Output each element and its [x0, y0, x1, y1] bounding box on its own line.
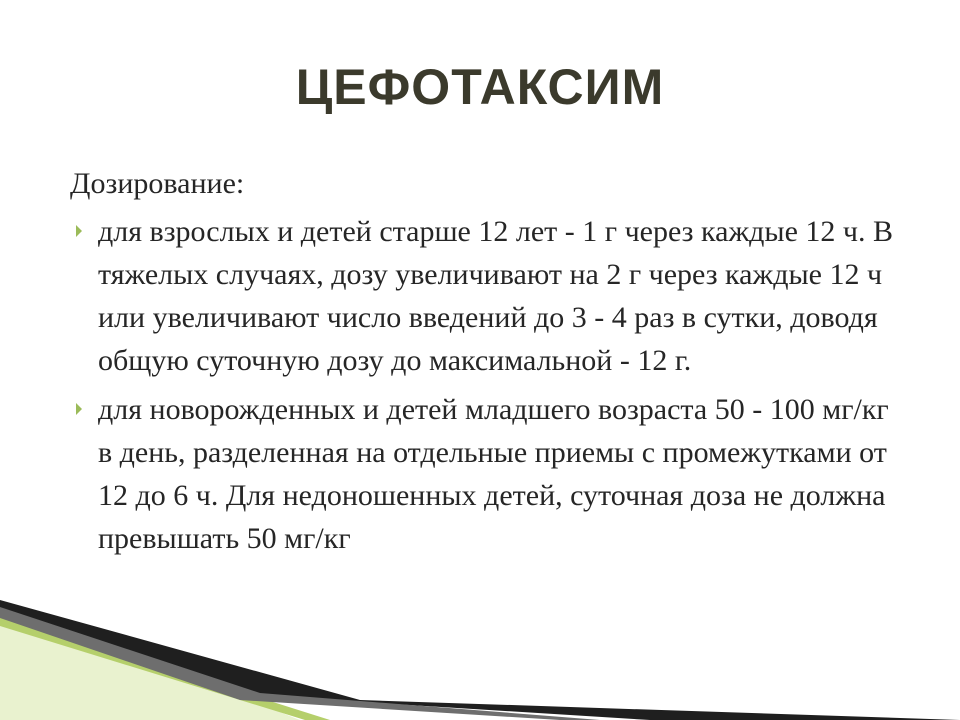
bullet-text: для новорожденных и детей младшего возраста 50 - 100 мг/кг в день, разделенная на отдельные приемы с промежутками от 12 до 6 ч. Для недоношенных детей, суточная доза не должна превышать 50 мг/кг: [98, 393, 889, 555]
bullet-item-newborns: [70, 388, 898, 560]
bullet-text: для взрослых и детей старше 12 лет - 1 г через каждые 12 ч. В тяжелых случаях, дозу увеличивают на 2 г через каждые 12 ч или увеличивают число введений до 3 - 4 раз в сутки, доводя общую суточную дозу до максимальной - 12 г.: [98, 215, 893, 377]
dosage-heading: Дозирование:: [70, 167, 245, 200]
bullet-item-adults: [70, 210, 898, 382]
bullet-list: [70, 210, 920, 560]
slide-body: [70, 162, 920, 566]
bullet-arrow-icon: [74, 224, 84, 238]
bullet-arrow-icon: [74, 402, 84, 416]
decorative-swoosh: [0, 560, 960, 720]
slide-title: ЦЕФОТАКСИМ: [295, 59, 665, 115]
